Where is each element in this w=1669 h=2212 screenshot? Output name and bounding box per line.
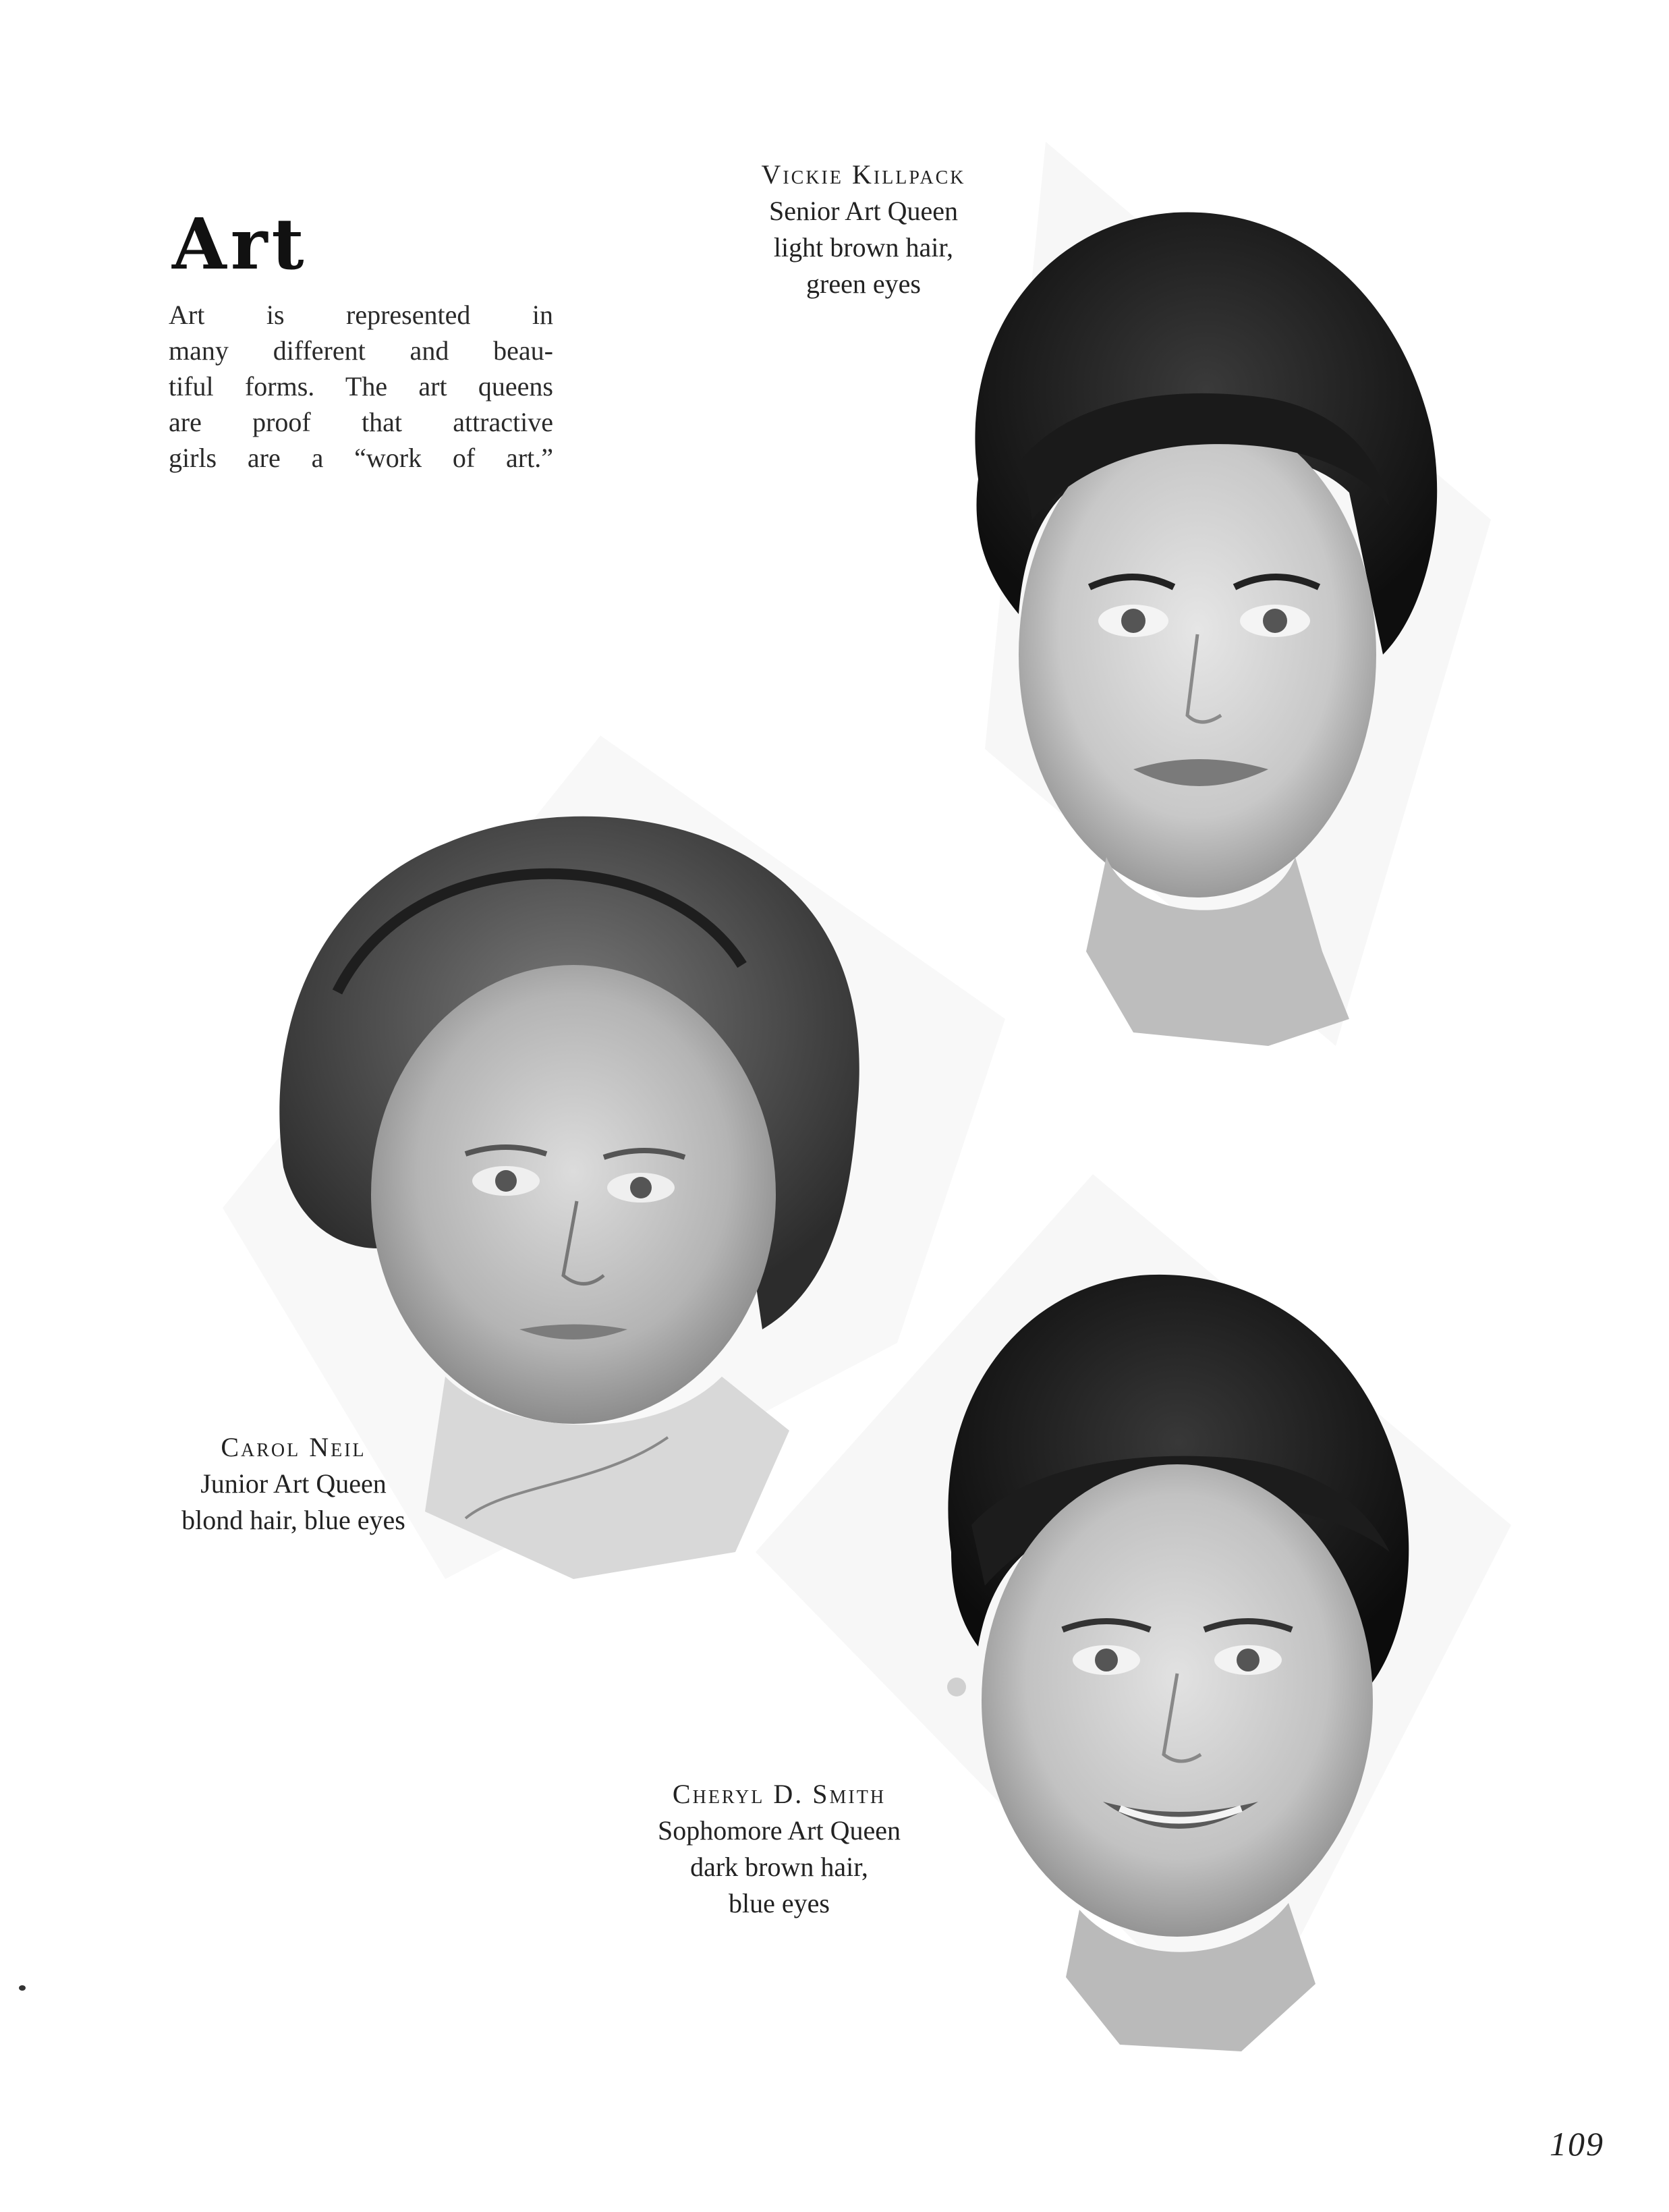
queen-title: Junior Art Queen [200, 1468, 387, 1499]
queen-description: dark brown hair, [690, 1852, 868, 1882]
queen-description: light brown hair, [773, 232, 954, 262]
intro-line: girls are a “work of art.” [169, 443, 553, 473]
queen-description: blue eyes [729, 1888, 830, 1918]
queen-title: Sophomore Art Queen [658, 1815, 901, 1846]
intro-line: are proof that attractive [169, 407, 553, 437]
intro-paragraph [169, 297, 553, 476]
queen-description: blond hair, blue eyes [181, 1505, 405, 1535]
page-number: 109 [1550, 2125, 1604, 2163]
sophomore-queen-caption [597, 1776, 961, 1922]
intro-line: Art is represented in [169, 300, 553, 330]
intro-line: many different and beau- [169, 335, 553, 366]
print-speck [19, 1985, 26, 1991]
queen-name: Cheryl D. Smith [672, 1779, 886, 1809]
intro-line: tiful forms. The art queens [169, 371, 553, 402]
queen-title: Senior Art Queen [769, 196, 958, 226]
senior-queen-caption [675, 157, 1052, 302]
queen-name: Carol Neil [221, 1432, 366, 1462]
queen-name: Vickie Killpack [761, 159, 966, 190]
junior-queen-caption [128, 1429, 459, 1539]
queen-description: green eyes [806, 269, 921, 299]
section-heading: Art [172, 202, 308, 285]
